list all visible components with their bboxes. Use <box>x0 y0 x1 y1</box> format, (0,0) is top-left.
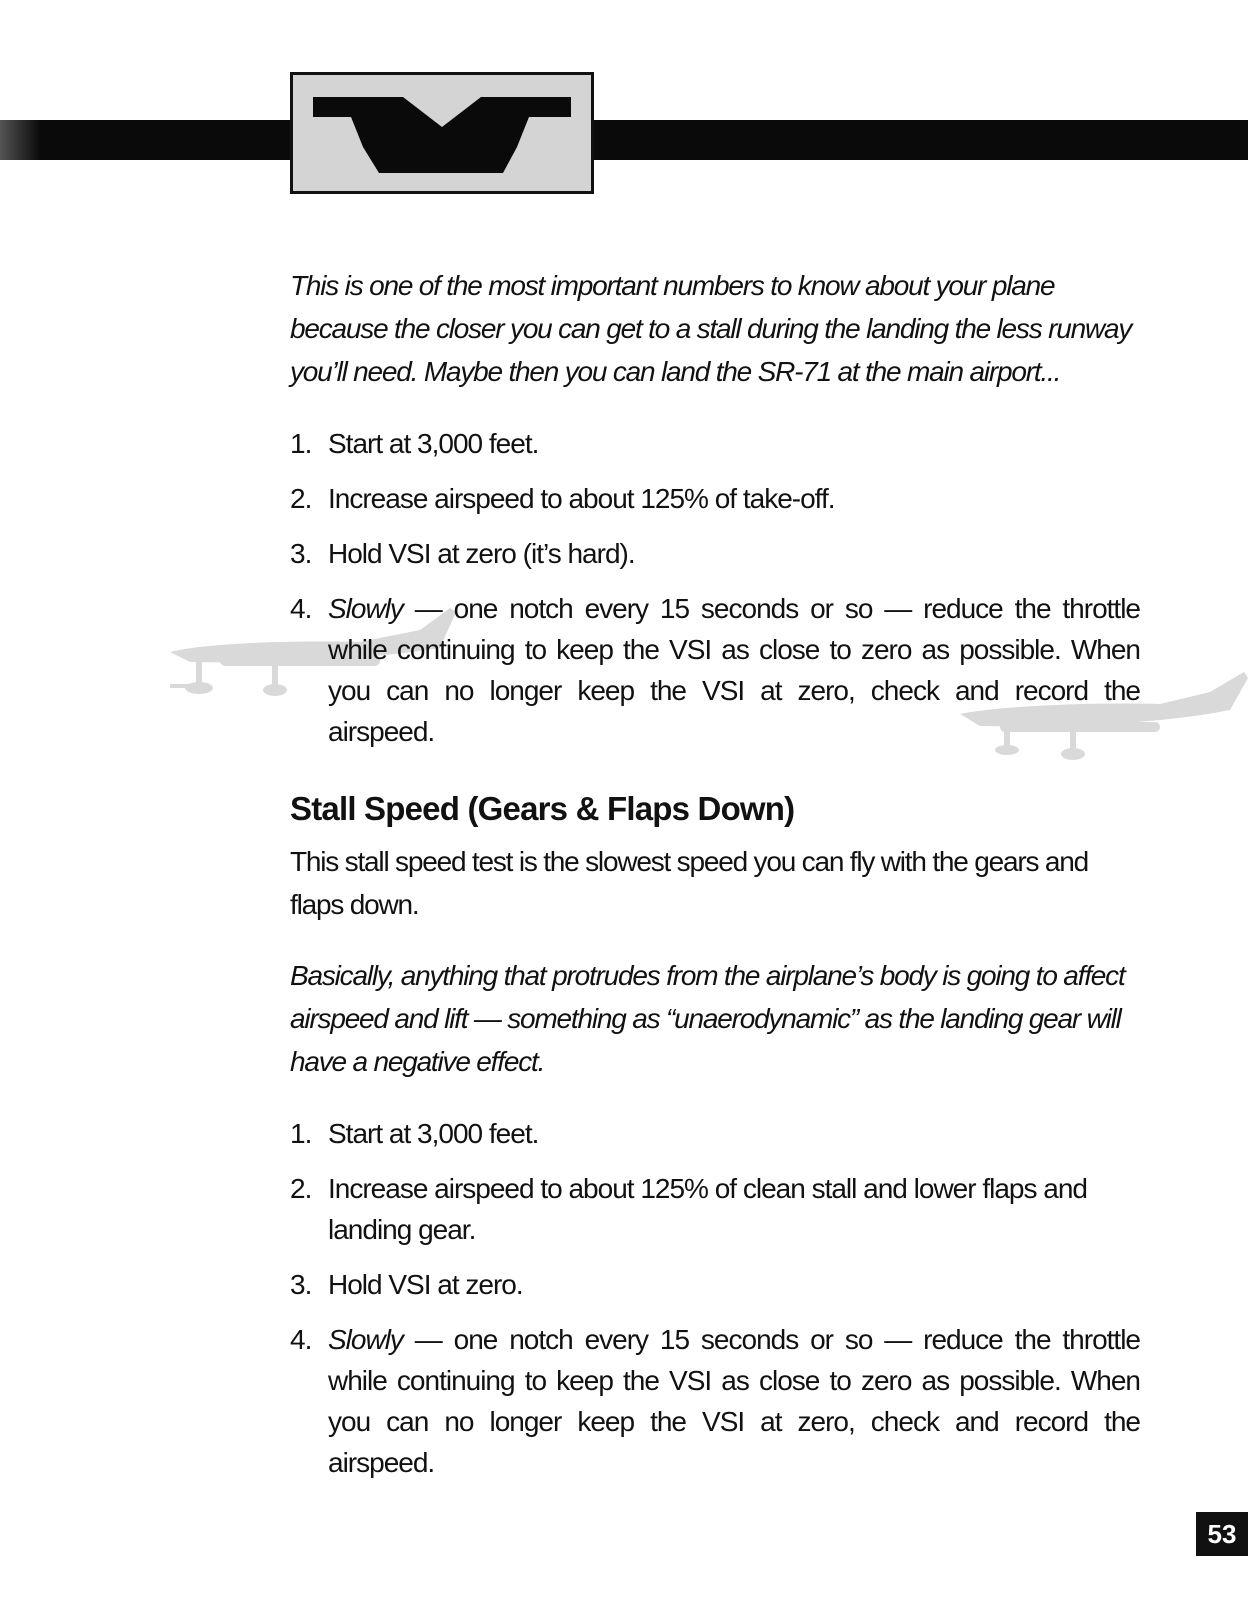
steps-list-clean <box>290 423 1140 752</box>
list-item-text: — one notch every 15 seconds or so — reduce the throttle while continuing to keep the VSI as close to zero as possible. When you can no longer keep the VSI at zero, check and record the airspeed. <box>328 1324 1140 1478</box>
list-item <box>290 533 1140 574</box>
chapter-emblem-icon <box>293 75 591 191</box>
list-item <box>290 1319 1140 1483</box>
list-item-number: 1. <box>290 1118 312 1149</box>
header-bar <box>0 120 1248 160</box>
list-item-text: — one notch every 15 seconds or so — reduce the throttle while continuing to keep the VSI as close to zero as possible. When you can no longer keep the VSI at zero, check and record the airspeed. <box>328 593 1140 747</box>
list-item <box>290 423 1140 464</box>
list-item-text: Start at 3,000 feet. <box>328 428 539 459</box>
section-title: Stall Speed (Gears & Flaps Down) <box>290 790 795 827</box>
list-item-emphasis: Slowly <box>328 593 403 624</box>
list-item-emphasis: Slowly <box>328 1324 403 1355</box>
list-item-number: 3. <box>290 1269 312 1300</box>
list-item-number: 2. <box>290 1173 312 1204</box>
list-item-number: 4. <box>290 1324 312 1355</box>
header-bar-fade <box>0 120 40 160</box>
chapter-emblem <box>290 72 594 194</box>
list-item <box>290 1113 1140 1154</box>
list-item-number: 3. <box>290 538 312 569</box>
section-description: This stall speed test is the slowest speed you can fly with the gears and flaps down. <box>290 846 1088 920</box>
list-item <box>290 1168 1140 1250</box>
list-item-text: Increase airspeed to about 125% of clean stall and lower flaps and landing gear. <box>328 1173 1087 1245</box>
page-content <box>290 264 1140 1497</box>
page-number: 53 <box>1196 1512 1248 1556</box>
list-item-number: 4. <box>290 593 312 624</box>
list-item-number: 2. <box>290 483 312 514</box>
steps-list-gears-flaps <box>290 1113 1140 1483</box>
list-item-text: Hold VSI at zero (it’s hard). <box>328 538 635 569</box>
list-item-number: 1. <box>290 428 312 459</box>
section-note: Basically, anything that protrudes from the airplane’s body is going to affect airspeed and lift — something as “unaerodynamic” as the landing gear will have a negative effect. <box>290 960 1125 1077</box>
list-item-text: Increase airspeed to about 125% of take-off. <box>328 483 835 514</box>
list-item-text: Start at 3,000 feet. <box>328 1118 539 1149</box>
intro-paragraph: This is one of the most important numbers to know about your plane because the closer you can get to a stall during the landing the less runway you’ll need. Maybe then you can land the SR-71 at the main airport... <box>290 270 1132 387</box>
list-item-text: Hold VSI at zero. <box>328 1269 523 1300</box>
list-item <box>290 588 1140 752</box>
list-item <box>290 1264 1140 1305</box>
list-item <box>290 478 1140 519</box>
